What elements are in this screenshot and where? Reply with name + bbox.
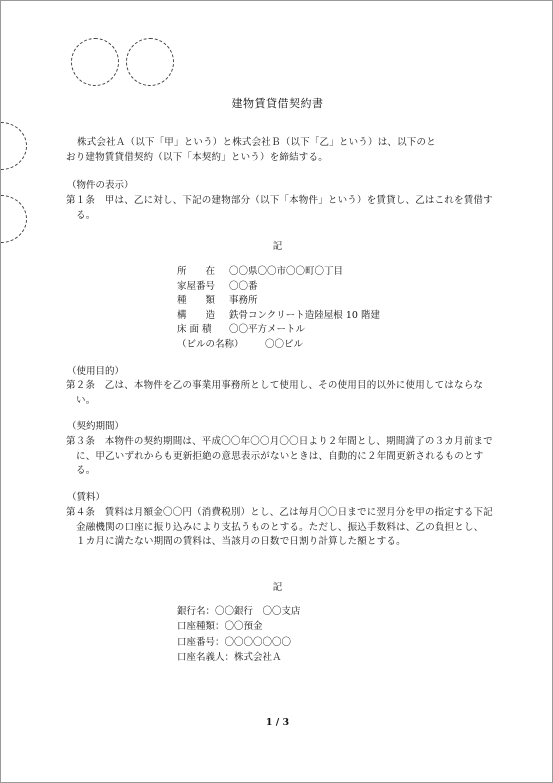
property-value: 〇〇ビル [265,338,304,350]
property-label: 所 在 [177,266,216,277]
document-title: 建物賃貸借契約書 [231,97,324,110]
article-2-heading: （使用目的） [67,366,125,377]
article-2-text: 第２条 乙は、本物件を乙の事業用事務所として使用し、その使用目的以外に使用してはならない。 [66,380,484,406]
intro-paragraph [66,136,491,165]
article-4-text: 第４条 賃料は月額金〇〇円（消費税別）とし、乙は毎月〇〇日までに翌月分を甲の指定する下記金融機関の口座に振り込みにより支払うものとする。ただし、振込手数料は、乙の負担とし、１カ月に満たない期間の賃料は、当該月の日数で日割り計算した額とする。 [66,507,493,547]
property-value: 鉄骨コンクリート造陸屋根 10 階建 [229,309,380,321]
page-number: 1 / 3 [265,717,290,728]
property-value: 〇〇番 [229,280,258,292]
property-row [177,280,380,295]
property-value: 事務所 [229,295,258,307]
bank-details [177,604,301,665]
property-label: 構 造 [177,309,216,321]
property-label: 家屋番号 [177,280,216,292]
property-label: 床 面 積 [177,324,212,336]
property-table [177,265,380,353]
punch-hole-side-top [0,122,27,170]
property-label: 種 類 [177,295,216,307]
property-label: （ビルの名称） [177,338,244,350]
punch-hole-top-left [71,38,119,86]
punch-hole-side-bottom [0,195,27,243]
account-holder: 口座名義人：株式会社Ａ [177,651,282,663]
ki-label-property: 記 [272,241,283,252]
account-number: 口座番号：〇〇〇〇〇〇〇 [177,636,292,648]
article-1-heading: （物件の表示） [67,180,134,191]
account-type: 口座種類：〇〇預金 [177,621,263,633]
ki-label-bank: 記 [272,582,283,593]
property-value: 〇〇平方メートル [229,324,306,336]
bank-name: 銀行名：〇〇銀行 〇〇支店 [177,606,301,617]
article-1-text: 第１条 甲は、乙に対し、下記の建物部分（以下「本物件」という）を賃貸し、乙はこれを賃借する。 [66,195,493,221]
property-row [177,338,380,353]
property-row [177,323,380,338]
article-4-heading: （賃料） [67,492,106,503]
property-row [177,294,380,309]
intro-line-2: おり建物賃貸借契約（以下「本契約」という）を締結する。 [66,151,328,163]
article-3-heading: （契約期間） [67,421,125,432]
property-row [177,265,380,280]
punch-hole-top-right [126,38,174,86]
article-3-text: 第３条 本物件の契約期間は、平成〇〇年〇〇月〇〇日より２年間とし、期間満了の３カ月前までに、甲乙いずれからも更新拒絶の意思表示がないときは、自動的に２年間更新されるものとする。 [66,436,493,476]
property-row [177,309,380,324]
intro-line-1: 株式会社Ａ（以下「甲」という）と株式会社Ｂ（以下「乙」という）は、以下のと [77,137,436,148]
property-value: 〇〇県〇〇市〇〇町〇丁目 [229,266,344,277]
